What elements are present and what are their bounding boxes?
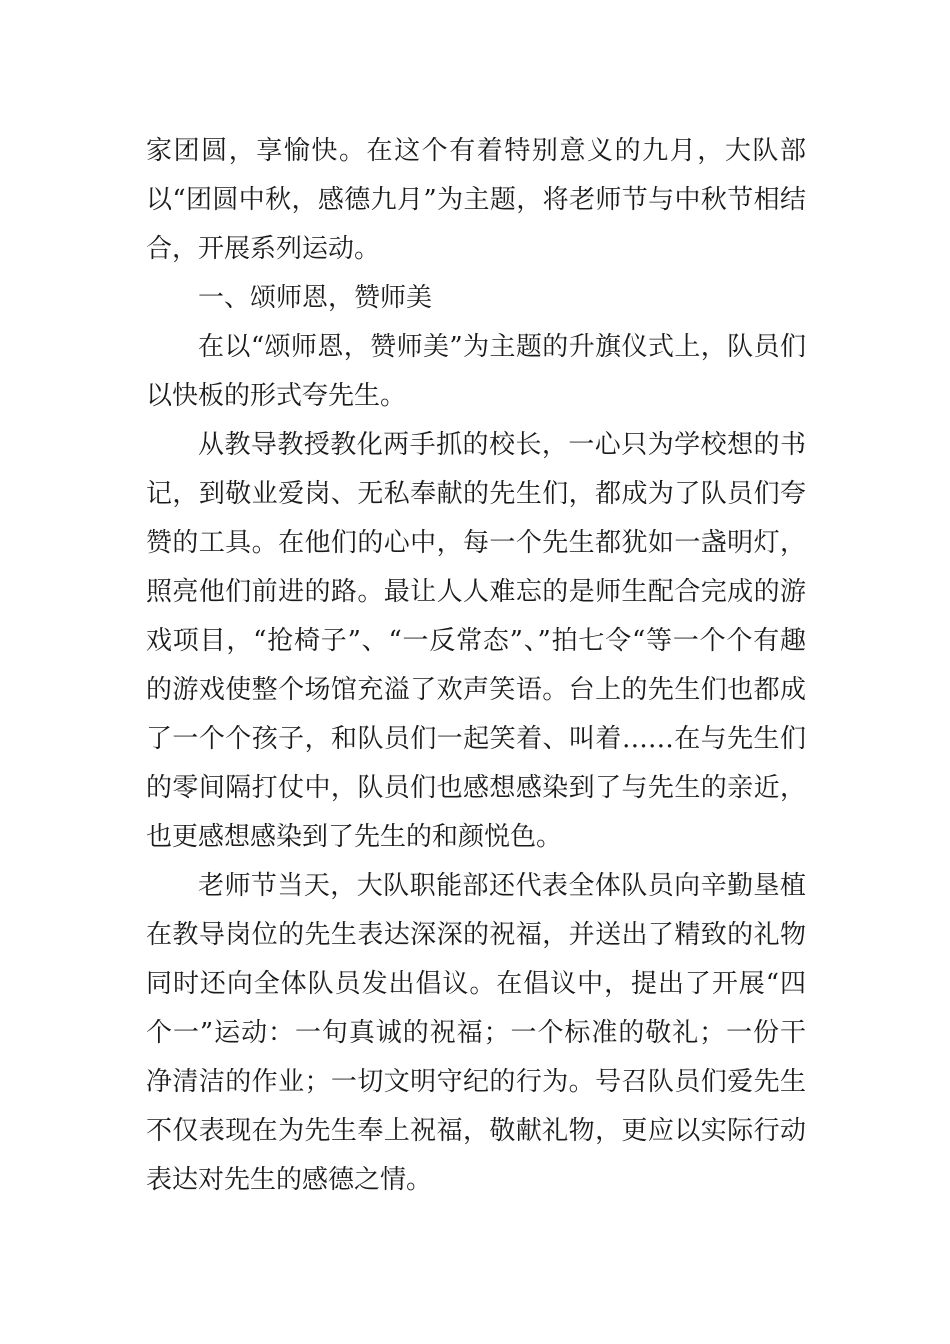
paragraph: 在以“颂师恩，赞师美”为主题的升旗仪式上，队员们以快板的形式夸先生。 [146, 332, 806, 411]
paragraph: 从教导教授教化两手抓的校长，一心只为学校想的书记，到敬业爱岗、无私奉献的先生们，都成为了队员们夸赞的工具。在他们的心中，每一个先生都犹如一盏明灯，照亮他们前进的路。最让人人难忘的是师生配合完成的游戏项目，“抢椅子”、“一反常态”、”拍七令“等一个个有趣的游戏使整个场馆充溢了欢声笑语。台上的先生们也都成了一个个孩子，和队员们一起笑着、叫着……在与先生们的零间隔打仗中，队员们也感想感染到了与先生的亲近，也更感想感染到了先生的和颜悦色。 [146, 430, 806, 852]
paragraph: 老师节当天，大队职能部还代表全体队员向辛勤垦植在教导岗位的先生表达深深的祝福，并送出了精致的礼物同时还向全体队员发出倡议。在倡议中，提出了开展“四个一”运动：一句真诚的祝福；一个标准的敬礼；一份干净清洁的作业；一切文明守纪的行为。号召队员们爱先生不仅表现在为先生奉上祝福，敬献礼物，更应以实际行动表达对先生的感德之情。 [146, 871, 806, 1195]
paragraph-continuation: 家团圆，享愉快。在这个有着特别意义的九月，大队部以“团圆中秋，感德九月”为主题，将老师节与中秋节相结合，开展系列运动。 [146, 136, 806, 264]
document-body [146, 127, 806, 1205]
section-heading: 一、颂师恩，赞师美 [198, 283, 433, 313]
